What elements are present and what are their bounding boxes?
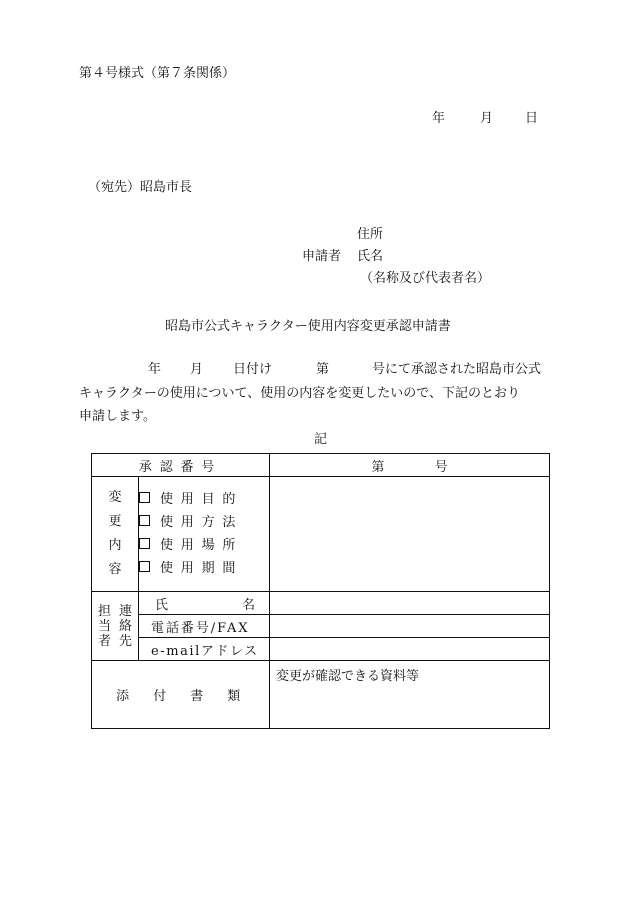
attachments-value-cell[interactable] (270, 661, 550, 729)
contact-label: 担 当 者 連 絡 先 (97, 603, 133, 649)
contact-name-second: 名 (242, 597, 256, 613)
change-label-char: 容 (108, 562, 122, 577)
change-label-char: 内 (108, 538, 122, 553)
body-month: 月 (190, 362, 204, 377)
addressee: （宛先）昭島市長 (88, 180, 193, 195)
change-content-row (92, 477, 550, 592)
form-number: 第４号様式（第７条関係） (79, 66, 236, 81)
contact-email-label: e-mailアドレス (139, 638, 270, 661)
body-rest: 号にて承認された昭島市公式 (372, 362, 542, 377)
contact-name-row (92, 592, 550, 615)
body-line2: キャラクターの使用について、使用の内容を変更したいので、下記のとおり (79, 386, 520, 401)
contact-phone-label: 電話番号/FAX (139, 615, 270, 638)
contact-name-value-cell[interactable] (270, 592, 550, 615)
attachments-value: 変更が確認できる資料等 (276, 669, 420, 684)
approval-number-value-cell[interactable] (270, 454, 550, 477)
approval-number-go: 号 (434, 459, 448, 475)
approval-number-label-cell (92, 454, 270, 477)
checkbox-icon[interactable] (139, 492, 150, 503)
option-period[interactable]: 使用期間 (139, 557, 269, 580)
document-title: 昭島市公式キャラクター使用内容変更承認申請書 (165, 319, 451, 334)
attachments-row (92, 661, 550, 729)
ki-label: 記 (314, 432, 328, 447)
change-content-label (92, 486, 138, 582)
contact-name-first: 氏 (155, 597, 169, 613)
body-line3: 申請します。 (79, 409, 156, 424)
checkbox-icon[interactable] (139, 561, 150, 572)
approval-number-label: 承認番号 (138, 459, 223, 475)
approval-number-dai: 第 (371, 459, 385, 475)
attachments-label: 添付書類 (116, 689, 265, 704)
name-label: 氏名 (357, 249, 384, 264)
approval-number-row (92, 454, 550, 477)
date-year: 年 (432, 111, 446, 126)
body-dated: 日付け (233, 362, 273, 377)
contact-name-label-cell (139, 592, 270, 615)
body-no: 第 (316, 362, 330, 377)
contact-phone-value-cell[interactable] (270, 615, 550, 638)
contact-label-cell (92, 592, 139, 661)
change-label-char: 変 (108, 490, 122, 505)
attachments-label-cell (92, 661, 270, 729)
option-place[interactable]: 使用場所 (139, 534, 269, 557)
option-method[interactable]: 使用方法 (139, 511, 269, 534)
org-note: （名称及び代表者名） (360, 271, 491, 286)
change-options-cell (139, 477, 270, 592)
application-table (91, 453, 550, 729)
date-day: 日 (525, 111, 539, 126)
option-purpose[interactable]: 使用目的 (139, 488, 269, 511)
contact-email-row (92, 638, 550, 661)
contact-email-value-cell[interactable] (270, 638, 550, 661)
address-label: 住所 (357, 227, 384, 242)
change-label-char: 更 (108, 514, 122, 529)
checkbox-icon[interactable] (139, 538, 150, 549)
date-month: 月 (480, 111, 494, 126)
contact-phone-row (92, 615, 550, 638)
checkbox-icon[interactable] (139, 515, 150, 526)
change-content-value-cell[interactable] (270, 477, 550, 592)
applicant-label: 申請者 (302, 249, 342, 264)
body-year: 年 (148, 362, 162, 377)
change-content-label-cell (92, 477, 139, 592)
